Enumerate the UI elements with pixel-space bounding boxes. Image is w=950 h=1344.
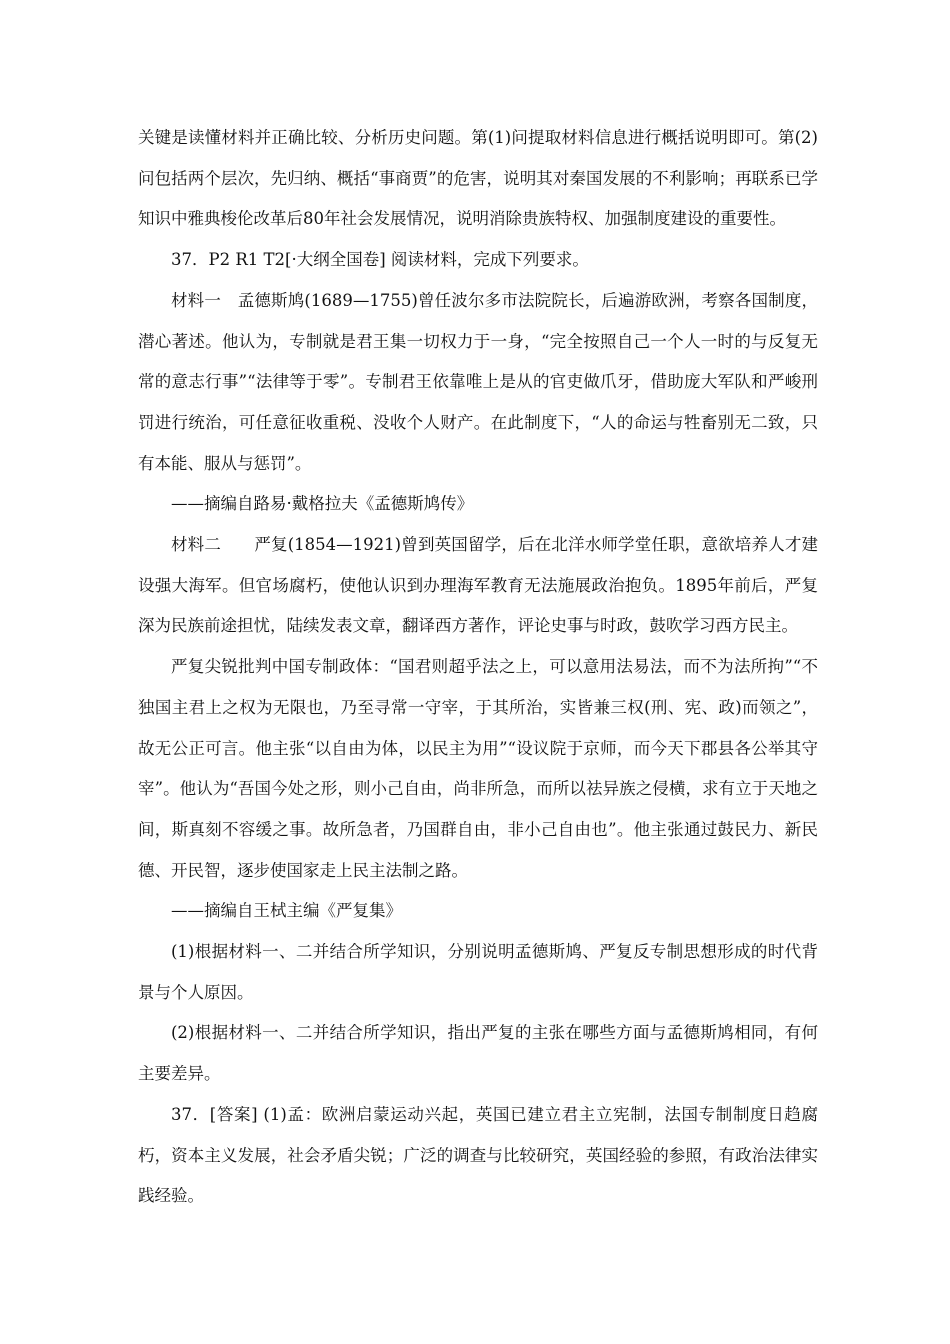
document-body	[138, 118, 818, 1217]
paragraph-material-one: 材料一 孟德斯鸠(1689—1755)曾任波尔多市法院院长，后遍游欧洲，考察各国制度，潜心著述。他认为，专制就是君王集一切权力于一身，“完全按照自己一个人一时的与反复无常的意志行事”“法律等于零”。专制君王依靠唯上是从的官吏做爪牙，借助庞大军队和严峻刑罚进行统治，可任意征收重税、没收个人财产。在此制度下，“人的命运与牲畜别无二致，只有本能、服从与惩罚”。	[138, 290, 818, 473]
paragraph-analysis: 关键是读懂材料并正确比较、分析历史问题。第(1)问提取材料信息进行概括说明即可。第(2)问包括两个层次，先归纳、概括“事商贾”的危害，说明其对秦国发展的不利影响；再联系已学知识中雅典梭伦改革后80年社会发展情况，说明消除贵族特权、加强制度建设的重要性。	[138, 128, 818, 229]
paragraph-subquestion-2: (2)根据材料一、二并结合所学知识，指出严复的主张在哪些方面与孟德斯鸠相同，有何主要差异。	[138, 1023, 818, 1084]
paragraph-source-one: ——摘编自路易·戴格拉夫《孟德斯鸠传》	[171, 494, 474, 514]
paragraph-source-two: ——摘编自王栻主编《严复集》	[171, 901, 402, 921]
paragraph-answer: 37．[答案] (1)孟：欧洲启蒙运动兴起，英国已建立君主立宪制，法国专制制度日趋腐朽，资本主义发展，社会矛盾尖锐；广泛的调查与比较研究，英国经验的参照，有政治法律实践经验。	[138, 1104, 818, 1206]
paragraph-material-two-a: 材料二 严复(1854—1921)曾到英国留学，后在北洋水师学堂任职，意欲培养人才建设强大海军。但官场腐朽，使他认识到办理海军教育无法施展政治抱负。1895年前后，严复深为民族前途担忧，陆续发表文章，翻译西方著作，评论史事与时政，鼓吹学习西方民主。	[138, 535, 818, 636]
paragraph-material-two-b: 严复尖锐批判中国专制政体：“国君则超乎法之上，可以意用法易法，而不为法所拘”“不独国主君上之权为无限也，乃至寻常一守宰，于其所治，实皆兼三权(刑、宪、政)而领之”，故无公正可言。他主张“以自由为体，以民主为用”“设议院于京师，而今天下郡县各公举其守宰”。他认为“吾国今处之形，则小己自由，尚非所急，而所以祛异族之侵横，求有立于天地之间，斯真刻不容缓之事。故所急者，乃国群自由，非小己自由也”。他主张通过鼓民力、新民德、开民智，逐步使国家走上民主法制之路。	[138, 657, 818, 880]
paragraph-subquestion-1: (1)根据材料一、二并结合所学知识，分别说明孟德斯鸠、严复反专制思想形成的时代背景与个人原因。	[138, 942, 818, 1002]
paragraph-question-37: 37．P2 R1 T2[·大纲全国卷] 阅读材料，完成下列要求。	[171, 250, 589, 270]
